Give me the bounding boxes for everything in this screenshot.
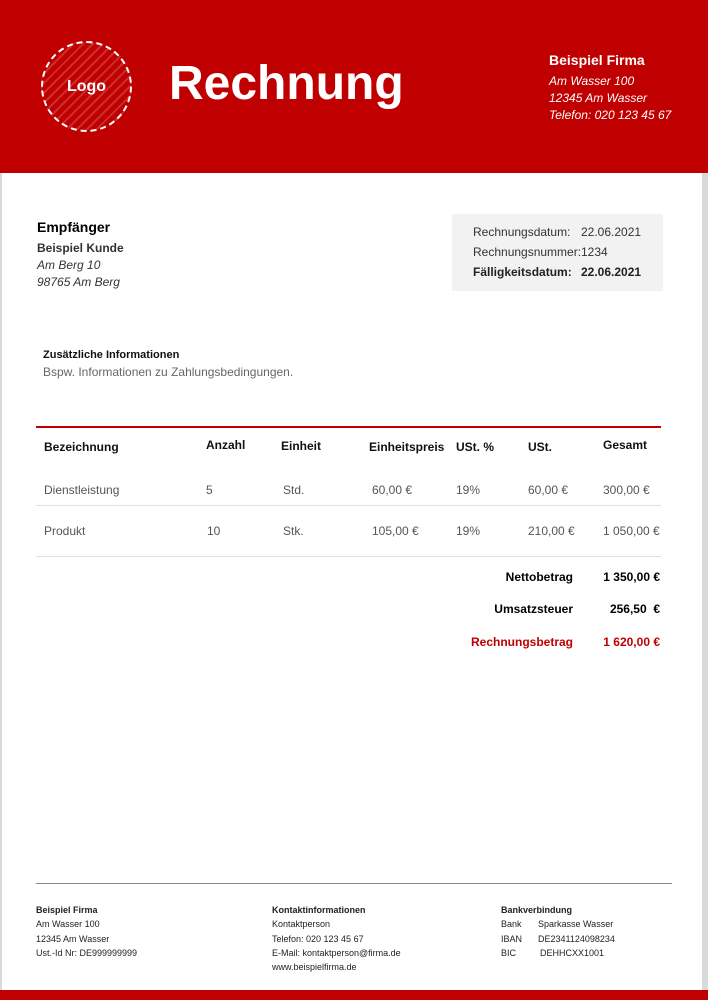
invoice-number-value: 1234	[581, 245, 608, 259]
company-street: Am Wasser 100	[549, 74, 635, 88]
invoice-date-label: Rechnungsdatum:	[473, 225, 571, 239]
col-header-unit: Einheit	[281, 439, 322, 453]
table-cell: 5	[206, 483, 213, 497]
table-top-rule	[36, 426, 661, 428]
meta-row-date	[473, 225, 663, 241]
company-city: 12345 Am Wasser	[549, 91, 648, 105]
invoice-number-label: Rechnungsnummer:	[473, 245, 582, 259]
vat-amount-label: Umsatzsteuer	[494, 602, 573, 616]
row-divider	[36, 556, 661, 557]
net-amount-label: Nettobetrag	[505, 570, 573, 584]
logo-placeholder	[41, 41, 132, 132]
footer-rule	[36, 883, 672, 884]
invoice-meta-box	[452, 214, 663, 291]
footer-contact-phone: Telefon: 020 123 45 67	[272, 933, 364, 944]
recipient-street: Am Berg 10	[37, 258, 101, 272]
table-cell: 19%	[456, 524, 481, 538]
footer-company-heading: Beispiel Firma	[36, 905, 98, 915]
bank-value: Sparkasse Wasser	[538, 919, 614, 930]
table-cell: 60,00 €	[372, 483, 413, 497]
additional-info-text: Bspw. Informationen zu Zahlungsbedingungen.	[43, 365, 294, 379]
footer-accent-bar	[0, 990, 708, 1000]
iban-value: DE2341124098234	[538, 933, 615, 944]
col-header-vat-percent: USt. %	[456, 440, 495, 454]
meta-row-number	[473, 245, 663, 261]
invoice-header	[0, 0, 708, 173]
additional-info-heading: Zusätzliche Informationen	[43, 349, 180, 361]
company-info	[549, 51, 671, 124]
company-phone: Telefon: 020 123 45 67	[549, 108, 672, 122]
footer-contact-heading: Kontaktinformationen	[272, 905, 366, 915]
table-cell: Dienstleistung	[44, 483, 120, 497]
recipient-name: Beispiel Kunde	[37, 241, 124, 255]
recipient-block	[37, 218, 124, 291]
bank-label: Bank	[501, 919, 522, 930]
table-cell: 60,00 €	[528, 483, 569, 497]
meta-row-due	[473, 265, 663, 281]
table-cell: Produkt	[44, 524, 86, 538]
footer-website: www.beispielfirma.de	[272, 962, 357, 973]
footer-iban-row	[501, 932, 615, 946]
table-cell: 1 050,00 €	[603, 524, 660, 538]
footer-contact-person: Kontaktperson	[272, 919, 331, 930]
footer-bank-heading: Bankverbindung	[501, 905, 573, 915]
footer-company-city: 12345 Am Wasser	[36, 933, 110, 944]
footer-contact-email: E-Mail: kontaktperson@firma.de	[272, 947, 401, 958]
footer-vat-id: Ust.-Id Nr: DE999999999	[36, 947, 138, 958]
bic-value: DEHHCXX1001	[540, 947, 605, 958]
bic-label: BIC	[501, 947, 517, 958]
recipient-city: 98765 Am Berg	[37, 275, 120, 289]
col-header-description: Bezeichnung	[44, 440, 119, 454]
row-divider	[36, 505, 661, 506]
col-header-quantity: Anzahl	[206, 438, 246, 452]
footer-contact	[272, 903, 401, 974]
invoice-total-value: 1 620,00 €	[603, 635, 660, 649]
net-amount-value: 1 350,00 €	[603, 570, 660, 584]
invoice-title: Rechnung	[169, 57, 404, 110]
page-edge-right	[702, 173, 708, 990]
table-cell: 105,00 €	[372, 524, 419, 538]
due-date-value: 22.06.2021	[581, 265, 642, 279]
col-header-unit-price: Einheitspreis	[369, 440, 445, 454]
additional-info	[43, 347, 293, 381]
footer-bank	[501, 903, 615, 960]
due-date-label: Fälligkeitsdatum:	[473, 265, 572, 279]
table-cell: 10	[207, 524, 221, 538]
invoice-total-label: Rechnungsbetrag	[470, 635, 573, 649]
table-cell: 19%	[456, 483, 481, 497]
table-cell: 300,00 €	[603, 483, 650, 497]
logo-label: Logo	[66, 77, 107, 95]
footer-bic-row	[501, 946, 615, 960]
footer-bank-row	[501, 917, 615, 931]
footer-company	[36, 903, 137, 960]
page-edge-left	[0, 173, 2, 990]
footer-company-street: Am Wasser 100	[36, 919, 100, 930]
invoice-date-value: 22.06.2021	[581, 225, 642, 239]
table-cell: 210,00 €	[528, 524, 575, 538]
table-cell: Std.	[283, 483, 305, 497]
col-header-vat: USt.	[528, 440, 552, 454]
vat-amount-value: 256,50 €	[609, 602, 660, 616]
table-cell: Stk.	[283, 524, 304, 538]
col-header-total: Gesamt	[603, 438, 648, 452]
recipient-heading: Empfänger	[37, 219, 111, 235]
iban-label: IBAN	[501, 933, 523, 944]
company-name: Beispiel Firma	[549, 52, 645, 68]
